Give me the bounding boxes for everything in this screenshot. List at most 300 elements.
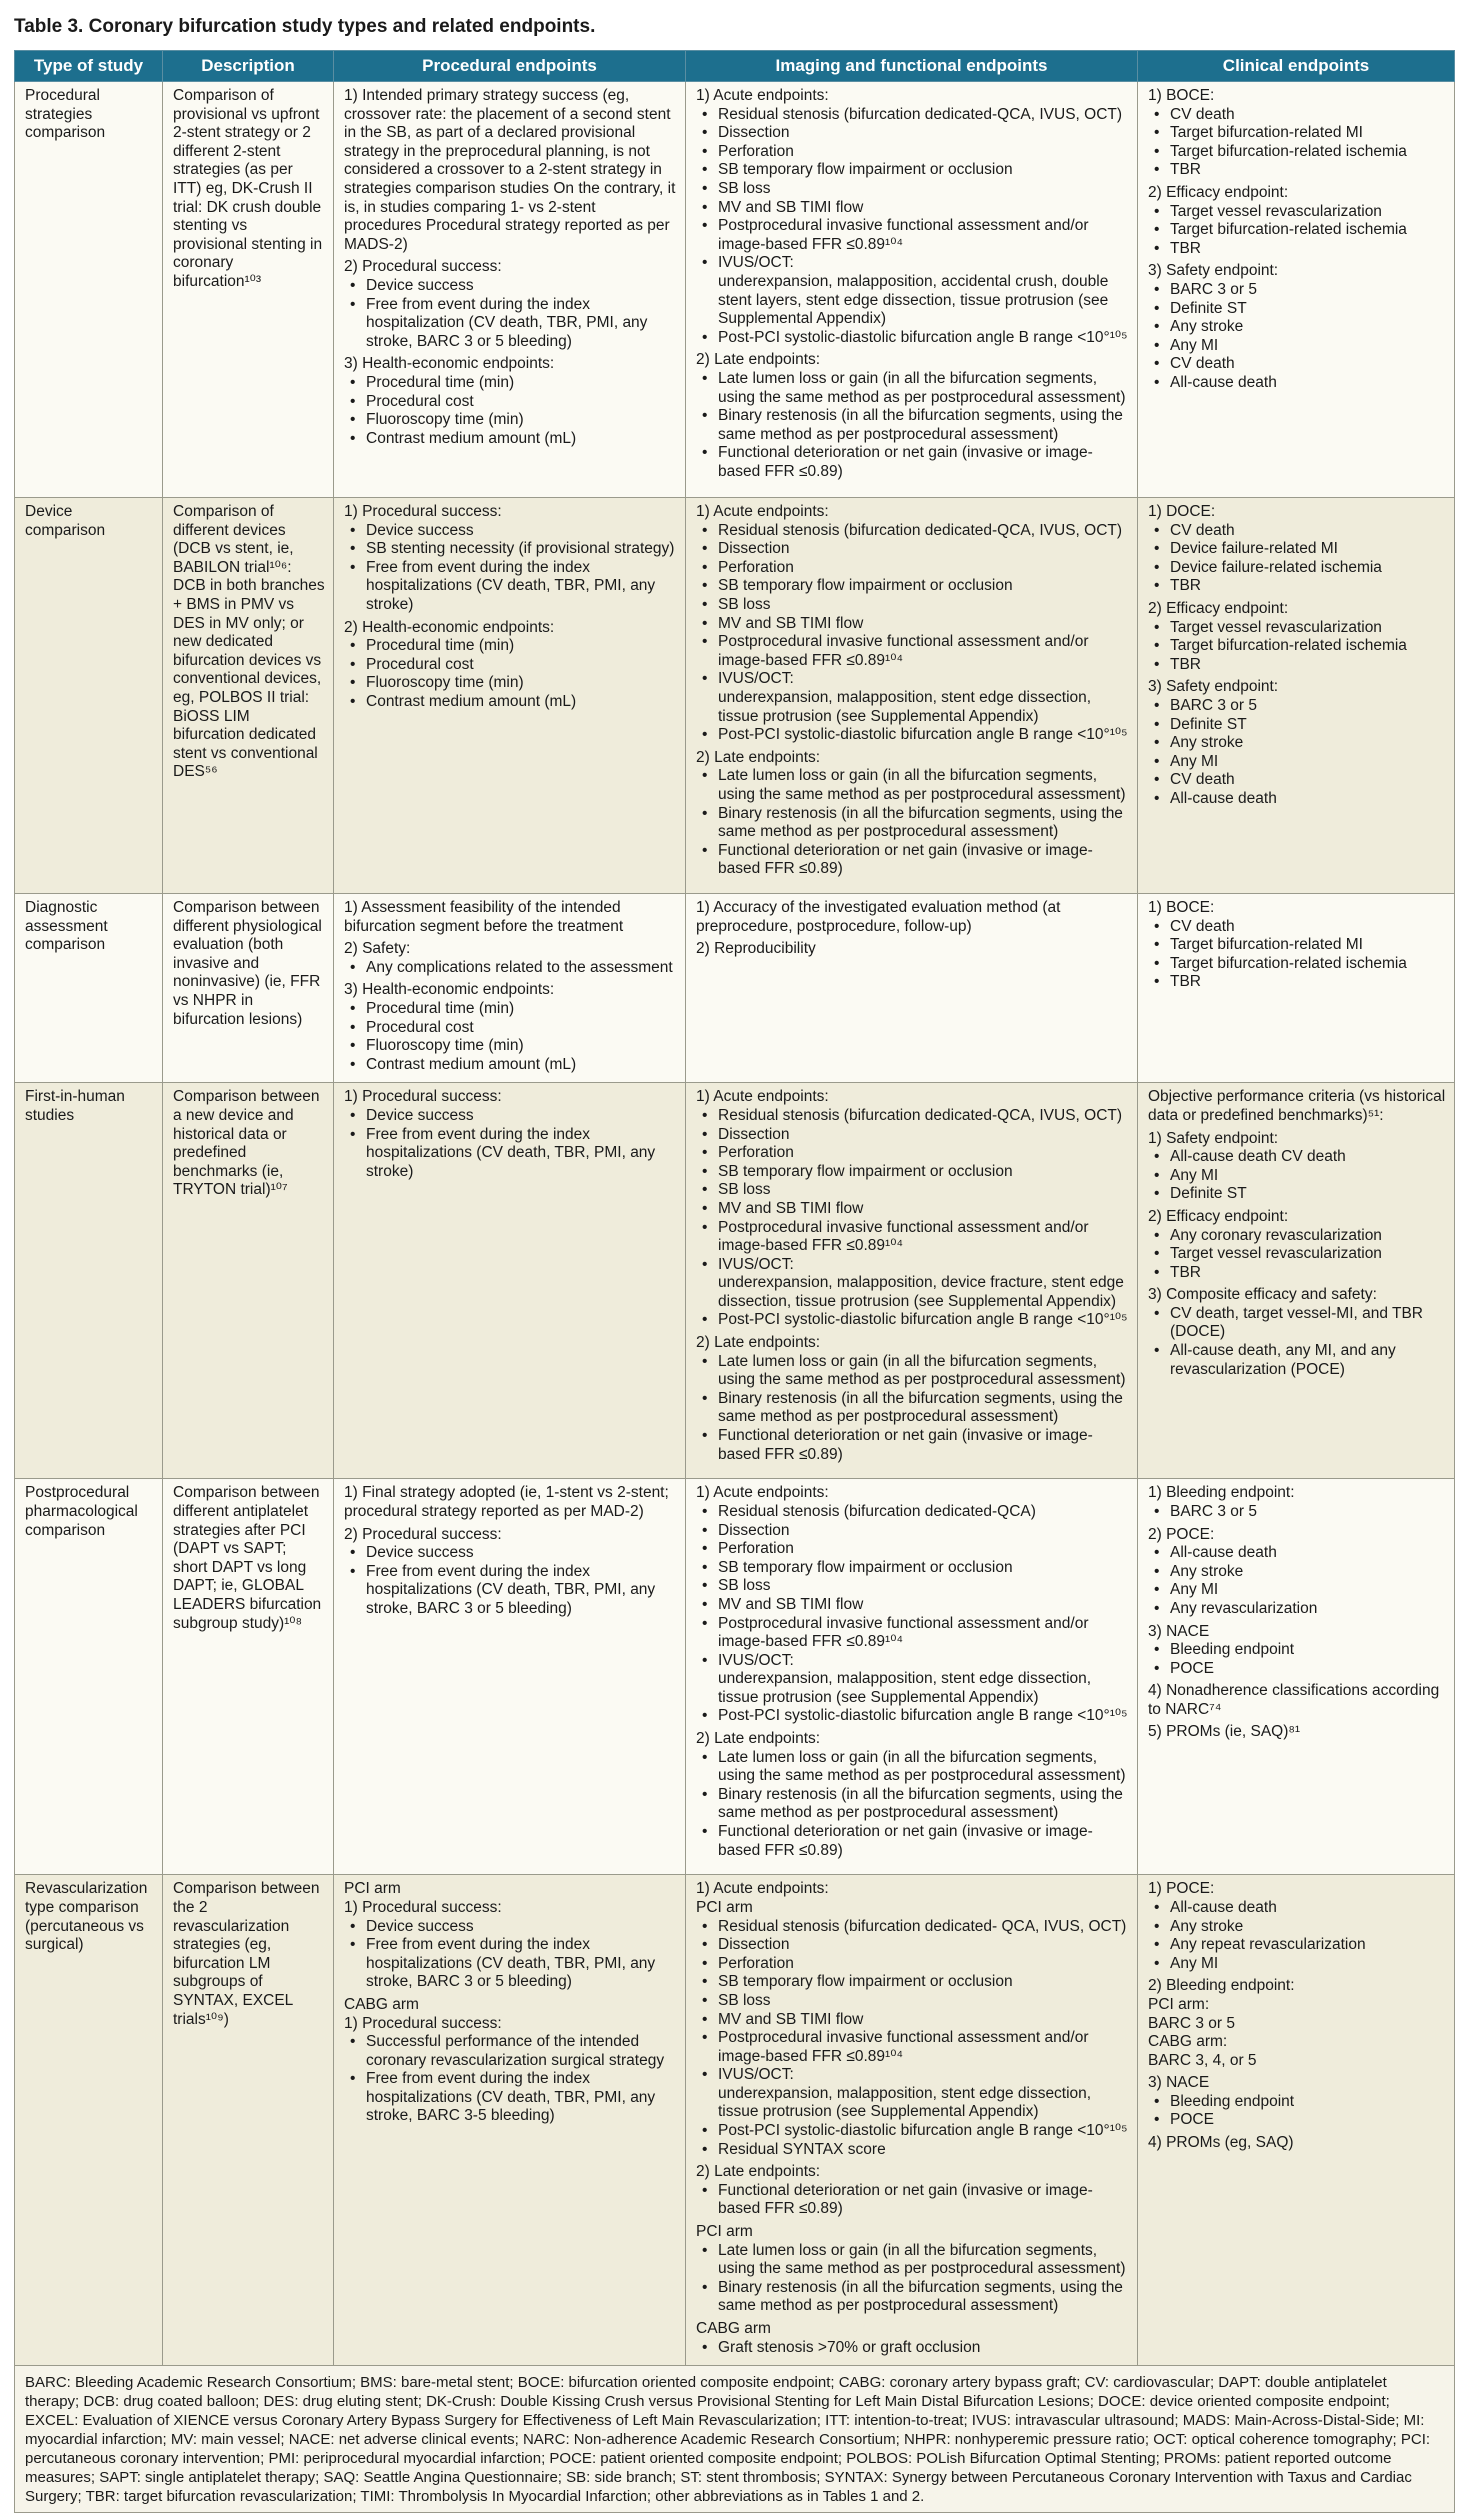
endpoint-group	[344, 619, 677, 712]
endpoint-list	[344, 1918, 677, 1992]
endpoint-group	[696, 2320, 1129, 2357]
endpoint-item: • MV and SB TIMI flow	[696, 1200, 1129, 1219]
endpoint-list	[1148, 1641, 1446, 1678]
endpoint-item: • Post-PCI systolic-diastolic bifurcation angle B range <10°¹⁰⁵	[696, 726, 1129, 745]
endpoint-item: • Procedural time (min)	[344, 1000, 677, 1019]
endpoint-group-heading: PCI arm:	[1148, 1995, 1210, 2013]
endpoint-group-heading: 1) BOCE:	[1148, 87, 1215, 104]
endpoint-item: • Any MI	[1148, 337, 1446, 356]
endpoint-group	[344, 940, 677, 977]
endpoint-list	[696, 2182, 1129, 2219]
table-footnote: BARC: Bleeding Academic Research Consortium; BMS: bare-metal stent; BOCE: bifurcation oriented composite endpoint; CABG: coronary artery bypass graft; CV: cardiovascular; DAPT: double antiplatelet therapy; DCB: drug coated balloon; DES: drug eluting stent; DK-Crush: Double Kissing Crush versus Provisional Stenting for Left Main Distal Bifurcation Lesions; DOCE: device oriented composite endpoint; EXCEL: Evaluation of XIENCE versus Coronary Artery Bypass Surgery for Effectiveness of Left Main Revascularization; ITT: intention-to-treat; IVUS: intravascular ultrasound; MADS: Main-Across-Distal-Side; MI: myocardial infarction; MV: main vessel; NACE: net adverse clinical events; NARC: Non-adherence Academic Research Consortium; NHPR: nonhyperemic pressure ratio; OCT: optical coherence tomography; PCI: percutaneous coronary intervention; PMI: periprocedural myocardial infarction; POCE: patient oriented composite endpoint; POLBOS: POLish Bifurcation Optimal Stenting; PROMs: patient reported outcome measures; SAPT: single antiplatelet therapy; SAQ: Seattle Angina Questionnaire; SB: side branch; ST: stent thrombosis; SYNTAX: Synergy between Percutaneous Coronary Intervention with Taxus and Cardiac Surgery; TBR: target bifurcation revascularization; TIMI: Thrombolysis In Myocardial Infarction; other abbreviations as in Tables 1 and 2.	[15, 2366, 1455, 2513]
endpoint-item: • SB temporary flow impairment or occlusion	[696, 577, 1129, 596]
endpoint-item: • Functional deterioration or net gain (invasive or image-based FFR ≤0.89)	[696, 1427, 1129, 1464]
endpoint-item: • Perforation	[696, 559, 1129, 578]
study-description: Comparison between a new device and historical data or predefined benchmarks (ie, TRYTON trial)¹⁰⁷	[173, 1088, 320, 1199]
endpoint-item: • CV death	[1148, 522, 1446, 541]
endpoint-group	[696, 1334, 1129, 1464]
endpoint-group	[344, 1880, 677, 1992]
endpoint-item: • SB stenting necessity (if provisional strategy)	[344, 540, 677, 559]
endpoint-group	[696, 2223, 1129, 2316]
endpoint-group	[344, 87, 677, 254]
endpoint-group	[696, 1088, 1129, 1330]
endpoint-item: • Device success	[344, 277, 677, 296]
endpoint-group	[1148, 1088, 1446, 1125]
endpoint-item: • Device success	[344, 522, 677, 541]
endpoint-group	[1148, 678, 1446, 808]
endpoint-item: • Bleeding endpoint	[1148, 1641, 1446, 1660]
endpoint-list	[696, 1918, 1129, 2160]
endpoint-item: • Fluoroscopy time (min)	[344, 674, 677, 693]
endpoint-group-heading: 1) Acute endpoints:	[696, 503, 829, 520]
endpoint-item: • POCE	[1148, 1660, 1446, 1679]
endpoint-item: • Post-PCI systolic-diastolic bifurcation angle B range <10°¹⁰⁵	[696, 329, 1129, 348]
cell-procedural	[334, 1083, 686, 1479]
endpoint-group-heading: 2) Late endpoints:	[696, 1730, 821, 1748]
endpoint-group-heading: 3) Safety endpoint:	[1148, 678, 1279, 696]
endpoint-group-heading: 1) Acute endpoints:	[696, 1088, 829, 1106]
endpoint-item: • BARC 3 or 5	[1148, 1503, 1446, 1522]
endpoint-group-heading: 3) Composite efficacy and safety:	[1148, 1286, 1377, 1304]
endpoint-group	[344, 258, 677, 351]
endpoint-group	[344, 899, 677, 936]
endpoint-group-heading: 2) Efficacy endpoint:	[1148, 1207, 1289, 1225]
endpoint-group-heading: PCI arm	[696, 2223, 753, 2241]
cell-type	[15, 894, 163, 1083]
endpoint-group-heading: 2) Bleeding endpoint:	[1148, 1977, 1295, 1995]
endpoint-item: • Binary restenosis (in all the bifurcation segments, using the same method as per postprocedural assessment)	[696, 805, 1129, 842]
endpoint-item: • Target vessel revascularization	[1148, 203, 1446, 222]
endpoint-item-detail: underexpansion, malapposition, stent edge dissection, tissue protrusion (see Supplemental Appendix)	[718, 688, 1092, 725]
endpoint-list	[696, 1353, 1129, 1465]
cell-description	[163, 1479, 334, 1875]
endpoint-item: • Residual stenosis (bifurcation dedicated-QCA, IVUS, OCT)	[696, 522, 1129, 541]
endpoint-item: • Procedural cost	[344, 656, 677, 675]
endpoint-item: • All-cause death	[1148, 1544, 1446, 1563]
endpoint-item: • Definite ST	[1148, 300, 1446, 319]
endpoint-group-heading: 1) Intended primary strategy success (eg, crossover rate: the placement of a second stent in the SB, as part of a declared provisional strategy in the preprocedural planning, is not considered a crossover to a 2-stent strategy in strategies comparison studies On the contrary, it is, in studies comparing 1- vs 2-stent procedures Procedural strategy reported as per MADS-2)	[344, 87, 676, 253]
table-row	[15, 82, 1455, 498]
endpoint-list	[1148, 2093, 1446, 2130]
endpoint-item: • Dissection	[696, 1126, 1129, 1145]
endpoint-group-heading: 1) POCE:	[1148, 1880, 1215, 1898]
endpoint-item: • Dissection	[696, 124, 1129, 143]
endpoint-item: • Free from event during the index hospitalizations (CV death, TBR, PMI, any stroke, BARC 3 or 5 bleeding)	[344, 1563, 677, 1619]
endpoint-list	[696, 522, 1129, 745]
cell-procedural	[334, 1479, 686, 1875]
endpoint-group	[1148, 1723, 1446, 1742]
endpoint-item: • Postprocedural invasive functional assessment and/or image-based FFR ≤0.89¹⁰⁴	[696, 1219, 1129, 1256]
endpoint-group-heading: 1) Acute endpoints:	[696, 1484, 829, 1502]
endpoint-group	[696, 940, 1129, 959]
endpoint-group-heading: 2) Efficacy endpoint:	[1148, 599, 1289, 617]
endpoint-item: • Free from event during the index hospitalizations (CV death, TBR, PMI, any stroke, BARC 3-5 bleeding)	[344, 2070, 677, 2126]
cell-clinical	[1138, 498, 1455, 894]
endpoint-item: • CV death	[1148, 106, 1446, 125]
endpoint-item: • Graft stenosis >70% or graft occlusion	[696, 2339, 1129, 2358]
endpoint-item: • CV death	[1148, 771, 1446, 790]
endpoint-item: • All-cause death	[1148, 374, 1446, 393]
endpoint-item: • Any MI	[1148, 753, 1446, 772]
endpoint-group-heading: 5) PROMs (ie, SAQ)⁸¹	[1148, 1723, 1301, 1741]
endpoint-item: • Device success	[344, 1544, 677, 1563]
endpoint-item: • SB temporary flow impairment or occlusion	[696, 161, 1129, 180]
endpoint-item: • Successful performance of the intended coronary revascularization surgical strategy	[344, 2033, 677, 2070]
endpoint-item: • Dissection	[696, 1936, 1129, 1955]
endpoint-item: • Any revascularization	[1148, 1600, 1446, 1619]
endpoints-table	[14, 50, 1455, 2513]
endpoint-group-heading: BARC 3 or 5	[1148, 2014, 1236, 2032]
cell-description	[163, 82, 334, 498]
table-figure	[14, 14, 1454, 2513]
endpoint-group-heading: 2) POCE:	[1148, 1525, 1215, 1543]
endpoint-item: • Postprocedural invasive functional assessment and/or image-based FFR ≤0.89¹⁰⁴	[696, 217, 1129, 254]
endpoint-list	[1148, 281, 1446, 393]
endpoint-group-heading: 3) NACE	[1148, 1622, 1210, 1640]
endpoint-group	[344, 981, 677, 1074]
study-type: Postprocedural pharmacological comparison	[25, 1484, 138, 1539]
endpoint-group-heading: 2) Health-economic endpoints:	[344, 618, 555, 636]
endpoint-item: • TBR	[1148, 240, 1446, 259]
endpoint-item: • Late lumen loss or gain (in all the bifurcation segments, using the same method as per postprocedural assessment)	[696, 2242, 1129, 2279]
endpoint-group-heading: 2) Procedural success:	[344, 258, 502, 276]
endpoint-item: • TBR	[1148, 161, 1446, 180]
endpoint-group-heading: 1) Procedural success:	[344, 503, 502, 520]
endpoint-group	[1148, 600, 1446, 674]
endpoint-group	[696, 87, 1129, 347]
endpoint-group-heading: 1) Assessment feasibility of the intended bifurcation segment before the treatment	[344, 899, 624, 935]
endpoint-item: • BARC 3 or 5	[1148, 697, 1446, 716]
cell-type	[15, 82, 163, 498]
endpoint-item: • IVUS/OCT:	[696, 2066, 1129, 2085]
endpoint-group	[1148, 1623, 1446, 1679]
endpoint-group	[696, 749, 1129, 879]
endpoint-list	[344, 1107, 677, 1181]
endpoint-list	[344, 959, 677, 978]
endpoint-group	[696, 1730, 1129, 1860]
endpoint-list	[1148, 918, 1446, 992]
table-row	[15, 894, 1455, 1083]
endpoint-item: • Post-PCI systolic-diastolic bifurcation angle B range <10°¹⁰⁵	[696, 2122, 1129, 2141]
endpoint-list	[1148, 1899, 1446, 1973]
endpoint-list	[696, 106, 1129, 348]
endpoint-group-heading: 1) DOCE:	[1148, 503, 1216, 520]
cell-description	[163, 498, 334, 894]
endpoint-item-detail: underexpansion, malapposition, accidental crush, double stent layers, stent edge dissection, tissue protrusion (see Supplemental Appendix)	[718, 272, 1109, 328]
endpoint-item: • TBR	[1148, 1264, 1446, 1283]
header-row	[15, 51, 1455, 82]
endpoint-item: • Residual stenosis (bifurcation dedicated-QCA, IVUS, OCT)	[696, 1107, 1129, 1126]
endpoint-group-heading: 1) Procedural success:	[344, 1088, 502, 1106]
endpoint-item: • Postprocedural invasive functional assessment and/or image-based FFR ≤0.89¹⁰⁴	[696, 1615, 1129, 1652]
endpoint-list	[1148, 619, 1446, 675]
endpoint-group-heading: 1) Bleeding endpoint:	[1148, 1484, 1295, 1502]
endpoint-item: • All-cause death	[1148, 1899, 1446, 1918]
endpoint-group	[1148, 1130, 1446, 1204]
endpoint-list	[344, 277, 677, 351]
endpoint-list	[1148, 1544, 1446, 1618]
endpoint-list	[344, 374, 677, 448]
endpoint-item: • Free from event during the index hospitalizations (CV death, TBR, PMI, any stroke)	[344, 1126, 677, 1182]
endpoint-item: • Postprocedural invasive functional assessment and/or image-based FFR ≤0.89¹⁰⁴	[696, 633, 1129, 670]
endpoint-item: • Functional deterioration or net gain (invasive or image-based FFR ≤0.89)	[696, 2182, 1129, 2219]
endpoint-group	[1148, 1526, 1446, 1619]
endpoint-item: • Free from event during the index hospitalizations (CV death, TBR, PMI, any stroke)	[344, 559, 677, 615]
endpoint-item: • Residual stenosis (bifurcation dedicated-QCA)	[696, 1503, 1129, 1522]
cell-type	[15, 1479, 163, 1875]
endpoint-item: • Free from event during the index hospitalization (CV death, TBR, PMI, any stroke, BARC 3 or 5 bleeding)	[344, 296, 677, 352]
endpoint-group	[1148, 1977, 1446, 2070]
endpoint-item: • Device failure-related ischemia	[1148, 559, 1446, 578]
endpoint-group	[1148, 1682, 1446, 1719]
header-imaging-functional-endpoints: Imaging and functional endpoints	[686, 51, 1138, 82]
endpoint-item: • Dissection	[696, 540, 1129, 559]
endpoint-item: • SB loss	[696, 1992, 1129, 2011]
endpoint-list	[696, 370, 1129, 482]
endpoint-list	[344, 1544, 677, 1618]
endpoint-group	[1148, 1880, 1446, 1973]
endpoint-group-heading: 2) Late endpoints:	[696, 2163, 821, 2181]
endpoint-group	[344, 1484, 677, 1521]
endpoint-group-heading: 1) Procedural success:	[344, 2014, 502, 2032]
cell-procedural	[334, 82, 686, 498]
cell-clinical	[1138, 894, 1455, 1083]
endpoint-item: • Any MI	[1148, 1581, 1446, 1600]
footnote-row	[15, 2366, 1455, 2513]
endpoint-item: • All-cause death	[1148, 790, 1446, 809]
endpoint-item: • Late lumen loss or gain (in all the bifurcation segments, using the same method as per postprocedural assessment)	[696, 370, 1129, 407]
endpoint-item: • Any stroke	[1148, 318, 1446, 337]
endpoint-item: • Binary restenosis (in all the bifurcation segments, using the same method as per postprocedural assessment)	[696, 2279, 1129, 2316]
endpoint-group-heading: 3) NACE	[1148, 2074, 1210, 2092]
endpoint-list	[344, 1000, 677, 1074]
endpoint-group-heading: PCI arm	[344, 1880, 401, 1898]
header-type-of-study: Type of study	[15, 51, 163, 82]
endpoint-item: • Device success	[344, 1918, 677, 1937]
cell-imaging	[686, 1875, 1138, 2366]
endpoint-item: • Any stroke	[1148, 734, 1446, 753]
endpoint-item: • Device failure-related MI	[1148, 540, 1446, 559]
cell-procedural	[334, 1875, 686, 2366]
endpoint-item: • CV death	[1148, 355, 1446, 374]
endpoint-item: • Any MI	[1148, 1955, 1446, 1974]
endpoint-group	[344, 355, 677, 448]
endpoint-group-heading: PCI arm	[696, 1898, 753, 1916]
study-type: Diagnostic assessment comparison	[25, 899, 108, 954]
table-row	[15, 1479, 1455, 1875]
endpoint-item: • All-cause death CV death	[1148, 1148, 1446, 1167]
endpoint-item: • Binary restenosis (in all the bifurcation segments, using the same method as per postprocedural assessment)	[696, 1786, 1129, 1823]
endpoint-item: • Target vessel revascularization	[1148, 1245, 1446, 1264]
endpoint-item: • Residual stenosis (bifurcation dedicated-QCA, IVUS, OCT)	[696, 106, 1129, 125]
header-clinical-endpoints: Clinical endpoints	[1138, 51, 1455, 82]
endpoint-group-heading: 1) BOCE:	[1148, 899, 1215, 916]
endpoint-list	[696, 2242, 1129, 2316]
table-row	[15, 498, 1455, 894]
endpoint-group	[1148, 262, 1446, 392]
endpoint-group	[1148, 2074, 1446, 2130]
endpoint-item: • Fluoroscopy time (min)	[344, 411, 677, 430]
endpoint-item: • IVUS/OCT:	[696, 1652, 1129, 1671]
endpoint-list	[696, 1503, 1129, 1726]
cell-type	[15, 1875, 163, 2366]
endpoint-group	[696, 1880, 1129, 2159]
endpoint-item: • MV and SB TIMI flow	[696, 2011, 1129, 2030]
cell-imaging	[686, 894, 1138, 1083]
endpoint-item: • Target bifurcation-related ischemia	[1148, 955, 1446, 974]
table-body	[15, 82, 1455, 2513]
endpoint-item: • IVUS/OCT:	[696, 1256, 1129, 1275]
endpoint-item: • SB temporary flow impairment or occlusion	[696, 1973, 1129, 1992]
cell-procedural	[334, 498, 686, 894]
endpoint-item: • CV death	[1148, 918, 1446, 937]
endpoint-group-heading: 1) Safety endpoint:	[1148, 1129, 1279, 1147]
endpoint-item: • Contrast medium amount (mL)	[344, 693, 677, 712]
study-description: Comparison between different antiplatelet strategies after PCI (DAPT vs SAPT; short DAPT vs long DAPT; ie, GLOBAL LEADERS bifurcation subgroup study)¹⁰⁸	[173, 1484, 322, 1632]
study-description: Comparison of different devices (DCB vs stent, ie, BABILON trial¹⁰⁶: DCB in both branches + BMS in PMV vs DES in MV only; or new dedicated bifurcation devices vs conventional devices, eg, POLBOS II trial: BiOSS LIM bifurcation dedicated stent vs conventional DES⁵⁶	[173, 503, 325, 781]
endpoint-list	[1148, 1503, 1446, 1522]
endpoint-list	[344, 637, 677, 711]
study-description: Comparison of provisional vs upfront 2-stent strategy or 2 different 2-stent strategies (as per ITT) eg, DK-Crush II trial: DK crush double stenting vs provisional stenting in coronary bifurcation¹⁰³	[173, 87, 323, 290]
endpoint-item: • Perforation	[696, 1144, 1129, 1163]
endpoint-item: • Device success	[344, 1107, 677, 1126]
study-description: Comparison between different physiological evaluation (both invasive and noninvasive) (ie, FFR vs NHPR in bifurcation lesions)	[173, 899, 322, 1028]
cell-imaging	[686, 82, 1138, 498]
endpoint-group	[696, 351, 1129, 481]
endpoint-item: • Perforation	[696, 143, 1129, 162]
cell-imaging	[686, 1479, 1138, 1875]
study-type: Procedural strategies comparison	[25, 87, 106, 142]
endpoint-group	[696, 1484, 1129, 1726]
endpoint-item-detail: underexpansion, malapposition, stent edge dissection, tissue protrusion (see Supplemental Appendix)	[718, 2084, 1092, 2121]
endpoint-group-heading: 2) Late endpoints:	[696, 351, 821, 369]
endpoint-group-heading: 4) PROMs (eg, SAQ)	[1148, 2134, 1294, 2152]
cell-type	[15, 498, 163, 894]
endpoint-item: • Any stroke	[1148, 1918, 1446, 1937]
cell-imaging	[686, 498, 1138, 894]
endpoint-list	[1148, 106, 1446, 180]
endpoint-item: • Target bifurcation-related ischemia	[1148, 143, 1446, 162]
endpoint-group-heading: 2) Safety:	[344, 940, 411, 958]
endpoint-item: • Target bifurcation-related MI	[1148, 124, 1446, 143]
endpoint-group-heading: 1) Final strategy adopted (ie, 1-stent vs 2-stent; procedural strategy reported as per MAD-2)	[344, 1484, 669, 1520]
endpoint-item: • MV and SB TIMI flow	[696, 199, 1129, 218]
endpoint-group	[1148, 899, 1446, 992]
endpoint-item: • TBR	[1148, 577, 1446, 596]
endpoint-group-heading: 1) Acute endpoints:	[696, 87, 829, 104]
study-type: Device comparison	[25, 503, 106, 539]
endpoint-group	[696, 899, 1129, 936]
endpoint-group	[696, 503, 1129, 745]
endpoint-item: • Target bifurcation-related ischemia	[1148, 637, 1446, 656]
endpoint-item-detail: underexpansion, malapposition, device fracture, stent edge dissection, tissue protrusion (see Supplemental Appendix)	[718, 1274, 1124, 1310]
endpoint-group	[1148, 87, 1446, 180]
endpoint-group	[1148, 503, 1446, 596]
endpoint-list	[1148, 1148, 1446, 1204]
endpoint-item: • Any complications related to the assessment	[344, 959, 677, 978]
endpoint-group-heading: 3) Health-economic endpoints:	[344, 981, 555, 999]
endpoint-group-heading: BARC 3, 4, or 5	[1148, 2051, 1257, 2069]
endpoint-list	[344, 522, 677, 615]
cell-type	[15, 1083, 163, 1479]
endpoint-item-detail: underexpansion, malapposition, stent edge dissection, tissue protrusion (see Supplemental Appendix)	[718, 1670, 1092, 1706]
endpoint-item: • Contrast medium amount (mL)	[344, 430, 677, 449]
study-type: Revascularization type comparison (percutaneous vs surgical)	[25, 1880, 148, 1954]
endpoint-item: • Any MI	[1148, 1167, 1446, 1186]
endpoint-item: • SB loss	[696, 596, 1129, 615]
endpoint-group-heading: 2) Efficacy endpoint:	[1148, 183, 1289, 201]
endpoint-item: • Procedural time (min)	[344, 374, 677, 393]
endpoint-list	[1148, 522, 1446, 596]
endpoint-item: • Target vessel revascularization	[1148, 619, 1446, 638]
endpoint-list	[1148, 697, 1446, 809]
endpoint-item: • Any repeat revascularization	[1148, 1936, 1446, 1955]
cell-clinical	[1138, 1875, 1455, 2366]
endpoint-item: • Late lumen loss or gain (in all the bifurcation segments, using the same method as per postprocedural assessment)	[696, 1353, 1129, 1390]
endpoint-list	[696, 767, 1129, 879]
endpoint-item: • Post-PCI systolic-diastolic bifurcation angle B range <10°¹⁰⁵	[696, 1311, 1129, 1330]
endpoint-group-heading: 4) Nonadherence classifications according to NARC⁷⁴	[1148, 1682, 1440, 1718]
endpoint-group	[696, 2163, 1129, 2219]
endpoint-list	[1148, 203, 1446, 259]
table-row	[15, 1875, 1455, 2366]
endpoint-group-heading: CABG arm	[344, 1995, 419, 2013]
table-row	[15, 1083, 1455, 1479]
endpoint-group-heading: 2) Late endpoints:	[696, 748, 821, 766]
endpoint-item: • Procedural cost	[344, 1019, 677, 1038]
endpoint-item: • Target bifurcation-related ischemia	[1148, 221, 1446, 240]
endpoint-item: • All-cause death, any MI, and any revascularization (POCE)	[1148, 1342, 1446, 1379]
endpoint-group-heading: 2) Reproducibility	[696, 940, 816, 958]
endpoint-list	[1148, 1305, 1446, 1379]
endpoint-item: • Target bifurcation-related MI	[1148, 936, 1446, 955]
endpoint-group	[344, 1088, 677, 1181]
endpoint-group	[1148, 1286, 1446, 1379]
cell-clinical	[1138, 1479, 1455, 1875]
endpoint-list	[344, 2033, 677, 2126]
endpoint-item: • IVUS/OCT:	[696, 254, 1129, 273]
endpoint-item: • POCE	[1148, 2111, 1446, 2130]
cell-imaging	[686, 1083, 1138, 1479]
endpoint-group-heading: 1) Procedural success:	[344, 1898, 502, 1916]
endpoint-group	[1148, 1208, 1446, 1282]
endpoint-group	[1148, 184, 1446, 258]
table-caption: Table 3. Coronary bifurcation study types and related endpoints.	[14, 16, 596, 37]
endpoint-item: • Fluoroscopy time (min)	[344, 1037, 677, 1056]
endpoint-group	[344, 1526, 677, 1619]
endpoint-item: • Contrast medium amount (mL)	[344, 1056, 677, 1075]
endpoint-item: • Procedural time (min)	[344, 637, 677, 656]
endpoint-item: • Perforation	[696, 1540, 1129, 1559]
header-procedural-endpoints: Procedural endpoints	[334, 51, 686, 82]
endpoint-list	[696, 1107, 1129, 1330]
endpoint-item: • Residual stenosis (bifurcation dedicated- QCA, IVUS, OCT)	[696, 1918, 1129, 1937]
endpoint-item: • Definite ST	[1148, 716, 1446, 735]
endpoint-item: • Late lumen loss or gain (in all the bifurcation segments, using the same method as per postprocedural assessment)	[696, 767, 1129, 804]
cell-clinical	[1138, 82, 1455, 498]
endpoint-group-heading: 1) Accuracy of the investigated evaluation method (at preprocedure, postprocedure, follow-up)	[696, 899, 1061, 935]
endpoint-item: • Procedural cost	[344, 393, 677, 412]
endpoint-item: • Late lumen loss or gain (in all the bifurcation segments, using the same method as per postprocedural assessment)	[696, 1749, 1129, 1786]
endpoint-item: • Dissection	[696, 1522, 1129, 1541]
cell-clinical	[1138, 1083, 1455, 1479]
endpoint-group	[1148, 1484, 1446, 1521]
endpoint-group-heading: 2) Procedural success:	[344, 1525, 502, 1543]
cell-description	[163, 1875, 334, 2366]
endpoint-item: • TBR	[1148, 656, 1446, 675]
endpoint-item: • BARC 3 or 5	[1148, 281, 1446, 300]
endpoint-item: • Post-PCI systolic-diastolic bifurcation angle B range <10°¹⁰⁵	[696, 1707, 1129, 1726]
